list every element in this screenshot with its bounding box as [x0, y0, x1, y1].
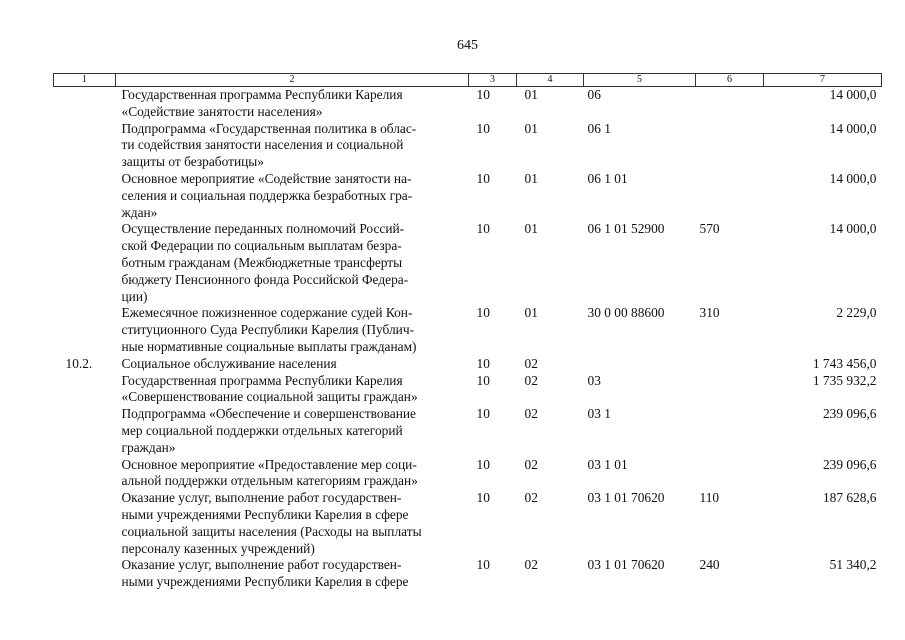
amount: 239 096,6 [822, 406, 877, 422]
item-name-line: ными учреждениями Республики Карелия в сфере [121, 506, 409, 522]
item-name-line: ской Федерации по социальным выплатам безра- [121, 238, 402, 254]
item-name [116, 305, 469, 355]
amount: 14 000,0 [829, 120, 877, 136]
table-body [54, 87, 882, 591]
item-name-line: граждан» [121, 439, 176, 455]
item-name-line: мер социальной поддержки отдельных категорий [121, 422, 403, 438]
item-name-line: ботным гражданам (Межбюджетные трансферты [121, 254, 403, 270]
item-name-line: Основное мероприятие «Содействие занятости на- [121, 170, 412, 186]
amount: 1 743 456,0 [812, 355, 877, 371]
expense-type-code [696, 121, 764, 171]
subsection-code: 02 [524, 456, 538, 472]
section-number [54, 557, 116, 591]
item-name-line: персоналу казенных учреждений) [121, 540, 315, 556]
target-article-code: 03 1 [587, 406, 611, 422]
section-code: 10 [476, 557, 490, 573]
table-row [54, 171, 882, 221]
expense-type-code [696, 457, 764, 491]
subsection-code: 02 [524, 372, 538, 388]
target-article-code: 06 1 01 [587, 170, 628, 186]
item-name [116, 356, 469, 373]
section-number [54, 121, 116, 171]
subsection-code: 01 [524, 120, 538, 136]
amount: 51 340,2 [829, 557, 877, 573]
expense-type-code [696, 356, 764, 373]
column-header: 3 [469, 74, 517, 87]
item-name-line: Государственная программа Республики Карелия [121, 372, 403, 388]
item-name-line: ные нормативные социальные выплаты гражданам) [121, 338, 417, 354]
amount: 14 000,0 [829, 87, 877, 102]
header-row [54, 74, 882, 87]
target-article-code: 06 1 [587, 120, 611, 136]
item-name [116, 171, 469, 221]
item-name-line: социальной защиты населения (Расходы на выплаты [121, 523, 422, 539]
target-article-code [584, 356, 696, 373]
amount: 14 000,0 [829, 221, 877, 237]
subsection-code: 02 [524, 406, 538, 422]
section-code: 10 [476, 355, 490, 371]
item-name [116, 406, 469, 456]
table-row [54, 490, 882, 557]
section-code: 10 [476, 87, 490, 102]
amount: 14 000,0 [829, 170, 877, 186]
section-number [54, 171, 116, 221]
subsection-code: 02 [524, 355, 538, 371]
section-number [54, 373, 116, 407]
section-number [54, 221, 116, 305]
target-article-code: 03 [587, 372, 601, 388]
item-name [116, 457, 469, 491]
item-name-line: альной поддержки отдельным категориям граждан» [121, 473, 418, 489]
section-number [54, 490, 116, 557]
item-name-line: Социальное обслуживание населения [121, 355, 337, 371]
item-name [116, 557, 469, 591]
target-article-code: 03 1 01 70620 [587, 490, 665, 506]
expense-type-code [696, 373, 764, 407]
item-name-line: ституционного Суда Республики Карелия (Публич- [121, 322, 415, 338]
column-header: 7 [764, 74, 882, 87]
subsection-code: 01 [524, 170, 538, 186]
page-number: 645 [457, 38, 478, 53]
section-number: 10.2. [65, 355, 93, 371]
subsection-code: 02 [524, 490, 538, 506]
column-header: 2 [116, 74, 469, 87]
item-name-line: ции) [121, 288, 148, 304]
table-row [54, 406, 882, 456]
table-row [54, 221, 882, 305]
item-name-line: Ежемесячное пожизненное содержание судей Кон- [121, 305, 413, 321]
item-name-line: «Совершенствование социальной защиты граждан» [121, 389, 418, 405]
item-name-line: селения и социальная поддержка безработных гра- [121, 187, 413, 203]
item-name [116, 490, 469, 557]
column-header: 6 [696, 74, 764, 87]
item-name [116, 87, 469, 121]
target-article-code: 06 1 01 52900 [587, 221, 665, 237]
expense-type-code: 240 [699, 557, 720, 573]
item-name-line: защиты от безработицы» [121, 154, 265, 170]
table-row [54, 87, 882, 121]
table-row [54, 121, 882, 171]
table-row [54, 557, 882, 591]
table-row [54, 305, 882, 355]
amount: 1 735 932,2 [812, 372, 877, 388]
section-code: 10 [476, 305, 490, 321]
target-article-code: 03 1 01 70620 [587, 557, 665, 573]
budget-table [53, 73, 882, 591]
section-code: 10 [476, 221, 490, 237]
target-article-code: 06 [587, 87, 601, 102]
section-code: 10 [476, 490, 490, 506]
section-number [54, 87, 116, 121]
expense-type-code [696, 171, 764, 221]
section-number [54, 305, 116, 355]
expense-type-code [696, 87, 764, 121]
item-name-line: Подпрограмма «Государственная политика в облас- [121, 120, 417, 136]
amount: 239 096,6 [822, 456, 877, 472]
item-name [116, 121, 469, 171]
expense-type-code [696, 406, 764, 456]
item-name-line: ными учреждениями Республики Карелия в сфере [121, 574, 409, 590]
item-name-line: бюджету Пенсионного фонда Российской Федера- [121, 271, 409, 287]
item-name-line: Основное мероприятие «Предоставление мер соци- [121, 456, 417, 472]
subsection-code: 01 [524, 87, 538, 102]
subsection-code: 02 [524, 557, 538, 573]
section-code: 10 [476, 372, 490, 388]
section-code: 10 [476, 456, 490, 472]
section-code: 10 [476, 120, 490, 136]
table-row [54, 457, 882, 491]
amount: 2 229,0 [836, 305, 877, 321]
expense-type-code: 310 [699, 305, 720, 321]
section-code: 10 [476, 170, 490, 186]
item-name-line: Оказание услуг, выполнение работ государствен- [121, 490, 402, 506]
column-header: 4 [517, 74, 584, 87]
item-name [116, 373, 469, 407]
section-number [54, 406, 116, 456]
target-article-code: 03 1 01 [587, 456, 628, 472]
table-row [54, 373, 882, 407]
column-header: 1 [54, 74, 116, 87]
section-number [54, 457, 116, 491]
item-name-line: Подпрограмма «Обеспечение и совершенствование [121, 406, 416, 422]
item-name [116, 221, 469, 305]
subsection-code: 01 [524, 305, 538, 321]
expense-type-code: 570 [699, 221, 720, 237]
item-name-line: «Содействие занятости населения» [121, 103, 323, 119]
item-name-line: ти содействия занятости населения и социальной [121, 137, 404, 153]
subsection-code: 01 [524, 221, 538, 237]
column-header: 5 [584, 74, 696, 87]
expense-type-code: 110 [699, 490, 720, 506]
item-name-line: ждан» [121, 204, 158, 220]
amount: 187 628,6 [822, 490, 877, 506]
item-name-line: Государственная программа Республики Карелия [121, 87, 403, 102]
item-name-line: Оказание услуг, выполнение работ государствен- [121, 557, 402, 573]
target-article-code: 30 0 00 88600 [587, 305, 665, 321]
item-name-line: Осуществление переданных полномочий Россий- [121, 221, 405, 237]
section-code: 10 [476, 406, 490, 422]
table-row [54, 356, 882, 373]
